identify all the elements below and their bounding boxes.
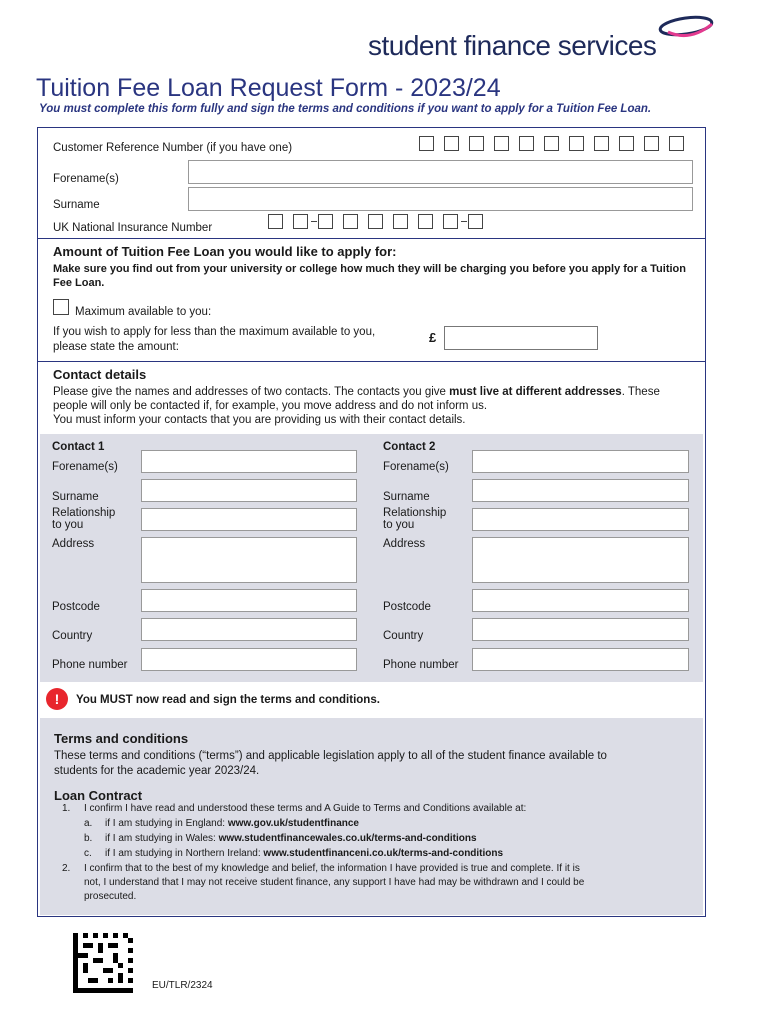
contact2-address-input[interactable] [472, 537, 689, 583]
datamatrix-barcode [73, 933, 133, 993]
alert-text: You MUST now read and sign the terms and conditions. [76, 694, 380, 706]
contact2-relationship-label-2: to you [383, 519, 415, 531]
item1b-number: b. [84, 833, 93, 844]
form-code: EU/TLR/2324 [152, 980, 213, 991]
contact1-relationship-label-2: to you [52, 519, 84, 531]
item1-text: I confirm I have read and understood these terms and A Guide to Terms and Conditions available at: [84, 803, 527, 814]
max-label: Maximum available to you: [75, 306, 212, 318]
contact2-surname-label: Surname [383, 491, 430, 503]
crn-label: Customer Reference Number (if you have one) [53, 142, 293, 154]
amount-note: Make sure you find out from your university or college how much they will be charging you before you apply for a Tuition Fee Loan. [53, 263, 686, 289]
brand-name: student finance services [368, 30, 657, 61]
item2-text-1: I confirm that to the best of my knowledge and belief, the information I have provided is true and complete. If it is [84, 863, 580, 874]
wales-link[interactable]: www.studentfinancewales.co.uk/terms-and-conditions [218, 833, 477, 844]
contact2-surname-input[interactable] [472, 479, 689, 502]
forename-label: Forename(s) [53, 173, 119, 185]
less-label-2: please state the amount: [53, 341, 179, 353]
contact2-postcode-input[interactable] [472, 589, 689, 612]
contact2-relationship-input[interactable] [472, 508, 689, 531]
less-label-1: If you wish to apply for less than the maximum available to you, [53, 326, 376, 338]
contact1-forename-label: Forename(s) [52, 461, 118, 473]
england-link[interactable]: www.gov.uk/studentfinance [227, 818, 359, 829]
terms-intro-1: These terms and conditions (“terms”) and applicable legislation apply to all of the student finance available to [54, 750, 607, 762]
section-divider [38, 361, 705, 362]
contact1-address-input[interactable] [141, 537, 357, 583]
amount-input[interactable] [444, 326, 598, 350]
contacts-intro: Please give the names and addresses of two contacts. The contacts you give must live at different addresses. These people will only be contacted if, for example, you move address and do not inform us. [53, 386, 660, 412]
contact2-forename-label: Forename(s) [383, 461, 449, 473]
contact2-forename-input[interactable] [472, 450, 689, 473]
contacts-heading: Contact details [53, 367, 147, 382]
surname-input[interactable] [188, 187, 693, 211]
section-divider [38, 238, 705, 239]
item1a-text: if I am studying in England: www.gov.uk/studentfinance [105, 818, 359, 829]
item2-text-3: prosecuted. [84, 891, 137, 902]
contact2-phone-label: Phone number [383, 659, 459, 671]
contact2-country-input[interactable] [472, 618, 689, 641]
item2-number: 2. [62, 863, 71, 874]
max-checkbox[interactable] [53, 299, 69, 315]
contact1-surname-input[interactable] [141, 479, 357, 502]
contact1-phone-label: Phone number [52, 659, 128, 671]
item1a-number: a. [84, 818, 93, 829]
forename-input[interactable] [188, 160, 693, 184]
brand-logo-icon [650, 12, 715, 42]
nin-input[interactable] [268, 214, 493, 234]
page-subtitle: You must complete this form fully and sign the terms and conditions if you want to apply for a Tuition Fee Loan. [39, 103, 652, 115]
contact1-phone-input[interactable] [141, 648, 357, 671]
contact2-phone-input[interactable] [472, 648, 689, 671]
contact2-postcode-label: Postcode [383, 601, 431, 613]
item1-number: 1. [62, 803, 71, 814]
contact1-country-label: Country [52, 630, 93, 642]
contact1-relationship-label: Relationship [52, 507, 116, 519]
contact1-country-input[interactable] [141, 618, 357, 641]
nin-label: UK National Insurance Number [53, 222, 213, 234]
contacts-intro-2: You must inform your contacts that you are providing us with their contact details. [53, 414, 466, 426]
loan-contract-heading: Loan Contract [54, 788, 143, 803]
terms-intro-2: students for the academic year 2023/24. [54, 765, 260, 777]
contact1-forename-input[interactable] [141, 450, 357, 473]
contact2-address-label: Address [383, 538, 426, 550]
ni-link[interactable]: www.studentfinanceni.co.uk/terms-and-conditions [263, 848, 504, 859]
contact1-surname-label: Surname [52, 491, 99, 503]
contact2-country-label: Country [383, 630, 424, 642]
contact2-title: Contact 2 [383, 441, 436, 453]
crn-input[interactable] [419, 136, 695, 156]
item2-text-2: not, I understand that I may not receive student finance, any support I have had may be withdrawn and I could be [84, 877, 585, 888]
surname-label: Surname [53, 199, 100, 211]
amount-heading: Amount of Tuition Fee Loan you would like to apply for: [53, 244, 397, 259]
currency-symbol: £ [429, 330, 437, 345]
contact1-relationship-input[interactable] [141, 508, 357, 531]
contact2-relationship-label: Relationship [383, 507, 447, 519]
item1b-text: if I am studying in Wales: www.studentfinancewales.co.uk/terms-and-conditions [105, 833, 477, 844]
contact1-postcode-label: Postcode [52, 601, 100, 613]
page-title: Tuition Fee Loan Request Form - 2023/24 [36, 74, 501, 102]
item1c-number: c. [84, 848, 92, 859]
contact1-postcode-input[interactable] [141, 589, 357, 612]
contact1-title: Contact 1 [52, 441, 105, 453]
alert-icon: ! [46, 688, 68, 710]
terms-heading: Terms and conditions [54, 731, 189, 746]
item1c-text: if I am studying in Northern Ireland: www.studentfinanceni.co.uk/terms-and-conditions [105, 848, 504, 859]
contact1-address-label: Address [52, 538, 95, 550]
